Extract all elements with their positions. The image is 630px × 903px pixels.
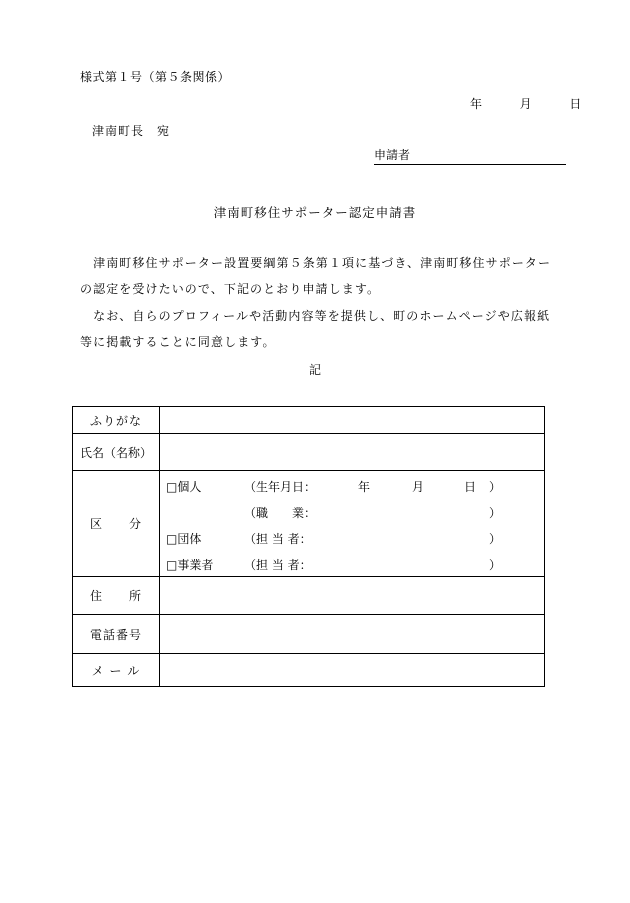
- table-row-category: [73, 471, 545, 577]
- date-month: 月: [519, 97, 532, 111]
- table-row-furigana: [73, 407, 545, 434]
- phone-field[interactable]: [160, 615, 545, 654]
- business-close: ）: [489, 557, 502, 572]
- application-table: [72, 406, 545, 687]
- name-label: 氏名（名称）: [73, 434, 160, 471]
- address-label: 住 所: [73, 577, 160, 615]
- birthdate-close: ）: [489, 479, 502, 494]
- email-label: メ ー ル: [73, 654, 160, 687]
- category-business-row: [166, 556, 541, 572]
- category-occupation-row: [166, 504, 541, 520]
- ki-heading: 記: [308, 363, 321, 377]
- furigana-label: ふりがな: [73, 407, 160, 434]
- occupation-close: ）: [489, 505, 502, 520]
- birth-year: 年: [358, 479, 371, 494]
- category-cell: [160, 471, 545, 577]
- document-title: 津南町移住サポーター認定申請書: [213, 205, 417, 220]
- checkbox-business[interactable]: □事業者: [166, 557, 214, 572]
- date-line: [470, 95, 581, 112]
- birth-month: 月: [412, 479, 425, 494]
- table-row-phone: [73, 615, 545, 654]
- date-day: 日: [569, 97, 582, 111]
- birthdate-label: （生年月日：: [244, 479, 317, 494]
- category-label: 区 分: [73, 471, 160, 577]
- date-year: 年: [470, 97, 483, 111]
- table-row-email: [73, 654, 545, 687]
- group-close: ）: [489, 531, 502, 546]
- business-person-label: （担 当 者：: [244, 557, 312, 572]
- applicant-label: 申請者: [374, 148, 411, 162]
- name-field[interactable]: [160, 434, 545, 471]
- table-row-address: [73, 577, 545, 615]
- furigana-field[interactable]: [160, 407, 545, 434]
- body-line-3: なお、自らのプロフィールや活動内容等を提供し、町のホームページや広報紙: [93, 309, 551, 323]
- checkbox-individual[interactable]: □個人: [166, 479, 202, 494]
- category-group-row: [166, 530, 541, 546]
- table-row-name: [73, 434, 545, 471]
- birth-day: 日: [464, 479, 477, 494]
- category-individual-row: [166, 478, 541, 494]
- email-field[interactable]: [160, 654, 545, 687]
- checkbox-group[interactable]: □団体: [166, 531, 202, 546]
- phone-label: 電話番号: [73, 615, 160, 654]
- addressee: 津南町長 宛: [92, 124, 171, 138]
- group-person-label: （担 当 者：: [244, 531, 312, 546]
- body-line-2: の認定を受けたいので、下記のとおり申請します。: [80, 282, 381, 296]
- occupation-label: （職 業：: [244, 505, 317, 520]
- body-line-4: 等に掲載することに同意します。: [80, 335, 276, 349]
- form-number: 様式第１号（第５条関係）: [80, 70, 231, 84]
- address-field[interactable]: [160, 577, 545, 615]
- body-line-1: 津南町移住サポーター設置要綱第５条第１項に基づき、津南町移住サポーター: [93, 256, 552, 270]
- applicant-field[interactable]: [374, 146, 566, 165]
